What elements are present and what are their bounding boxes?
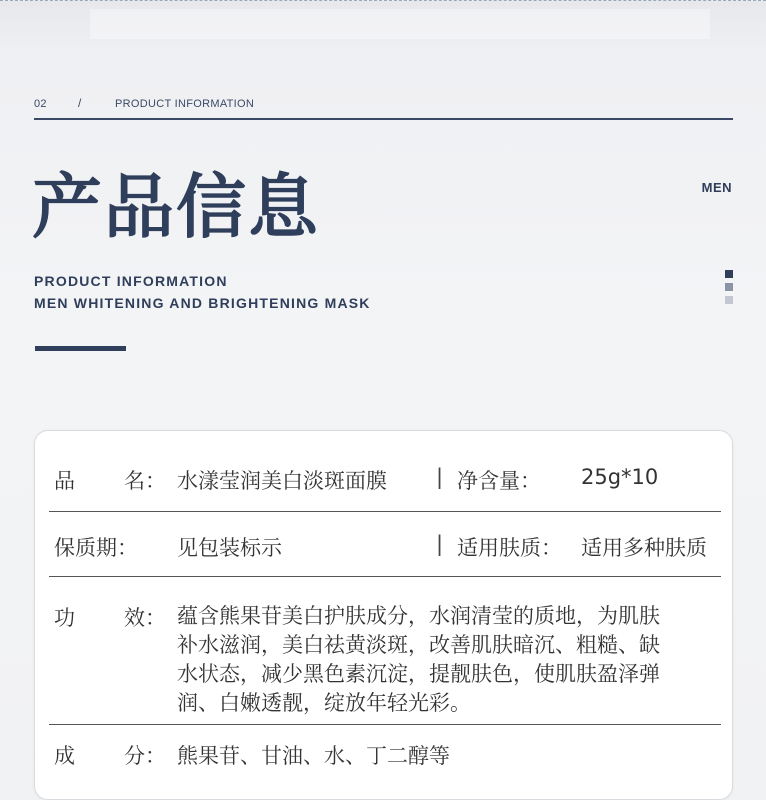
name-value: 水漾莹润美白淡斑面膜 xyxy=(177,469,387,493)
square-mid xyxy=(725,283,733,291)
square-dark xyxy=(725,270,733,278)
product-info-card xyxy=(34,430,733,800)
effect-line: 润、白嫩透靓，绽放年轻光彩。 xyxy=(177,691,471,715)
effect-value xyxy=(177,602,717,718)
square-light xyxy=(725,296,733,304)
shelf-life-value: 见包装标示 xyxy=(177,536,282,560)
subtitle-line-1: PRODUCT INFORMATION xyxy=(34,273,228,289)
info-row-effect: 功 效： 蕴含熊果苷美白护肤成分，水润清莹的质地，为肌肤 补水滋润，美白祛黄淡斑，改善肌肤暗沉、粗糙、缺 水状态，减少黑色素沉淀，提靓肤色，使肌肤盈泽弹 润、白嫩透靓，绽放年轻光彩。 xyxy=(49,577,721,725)
decorative-squares xyxy=(725,270,733,309)
column-separator: | xyxy=(436,465,444,489)
men-tag: MEN xyxy=(701,180,732,195)
banner-faint-panel xyxy=(90,9,710,39)
shelf-life-label: 保质期： xyxy=(54,536,138,560)
accent-bar xyxy=(35,346,126,351)
effect-line: 水状态，减少黑色素沉淀，提靓肤色，使肌肤盈泽弹 xyxy=(177,662,660,686)
skin-type-label: 适用肤质： xyxy=(457,536,562,560)
column-separator: | xyxy=(436,532,444,556)
skin-type-value: 适用多种肤质 xyxy=(581,536,707,560)
effect-line: 蕴含熊果苷美白护肤成分，水润清莹的质地，为肌肤 xyxy=(177,604,660,628)
info-row-ingredients: 成 分： 熊果苷、甘油、水、丁二醇等 xyxy=(49,725,721,785)
section-label: PRODUCT INFORMATION xyxy=(115,98,255,110)
net-content-value: 25g*10 xyxy=(581,465,659,489)
section-number: 02 xyxy=(34,98,47,110)
effect-line: 补水滋润，美白祛黄淡斑，改善肌肤暗沉、粗糙、缺 xyxy=(177,633,660,657)
info-row-name: 品 名： 水漾莹润美白淡斑面膜 | 净含量： 25g*10 xyxy=(49,449,721,512)
info-row-shelf-life xyxy=(49,512,721,577)
subtitle-line-2: MEN WHITENING AND BRIGHTENING MASK xyxy=(34,295,371,311)
net-content-label: 净含量： xyxy=(457,469,541,493)
page-title: 产品信息 xyxy=(32,166,320,248)
section-header xyxy=(34,96,733,120)
top-banner-strip xyxy=(0,0,766,48)
section-slash: / xyxy=(78,96,82,110)
ingredients-value: 熊果苷、甘油、水、丁二醇等 xyxy=(177,744,450,768)
